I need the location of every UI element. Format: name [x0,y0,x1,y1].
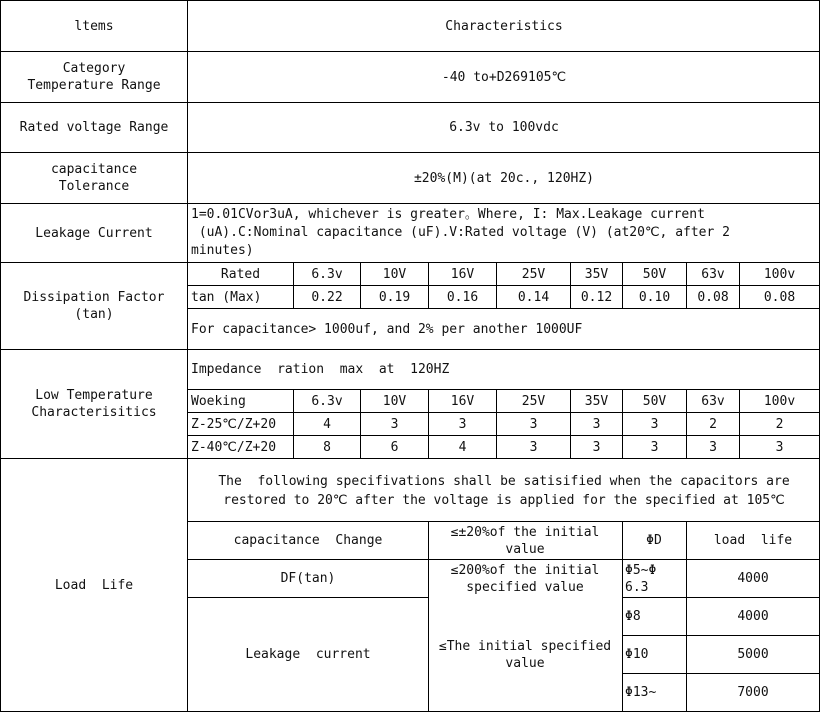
lt-working-label: Woeking [191,393,246,409]
phi-cell: Φ13~ [625,685,657,700]
spec-line: The following specifivations shall be satisified when the capacitors are [218,474,790,489]
phi-line: Φ5~Φ [625,563,657,578]
value-line: value [505,541,545,557]
lt-voltage-cell: 10V [382,393,407,409]
lt-z40-cell: 4 [458,439,467,455]
phi-d-header: ΦD [646,533,662,548]
load-life-spec [188,463,820,519]
phi-cell: Φ8 [625,609,641,624]
df-life-cell: 4000 [737,571,769,586]
phi-line: 6.3 [625,580,649,595]
df-voltage-cell: 35V [584,266,609,282]
lt-z25-cell: 3 [390,416,399,432]
impedance-ratio: Impedance ration max at 120HZ [191,362,450,377]
lt-z40-cell: 3 [592,439,601,455]
life-cell: 4000 [737,609,769,624]
capacitance-tolerance-label [0,153,188,203]
df-tan-label-load: DF(tan) [280,571,336,586]
header-characteristics: Characteristics [445,18,563,34]
capacitance-change-value [428,522,622,559]
capacitance-change-label: capacitance Change [233,533,383,548]
header-items: ltems [74,18,114,34]
df-voltage-cell: 50V [642,266,667,282]
category-temperature-label [0,52,188,102]
lt-voltage-cell: 25V [521,393,546,409]
df-value-cell: 0.22 [311,289,343,305]
phi-cell: Φ10 [625,647,649,662]
df-voltage-cell: 63v [701,266,725,282]
lt-voltage-cell: 63v [701,393,725,409]
df-rated-label: Rated [220,266,261,282]
lt-voltage-cell: 50V [642,393,667,409]
label-line: Low Temperature [35,388,153,403]
leakage-line: (uA).C:Nominal capacitance (uF).V:Rated voltage (V) (at20℃, after 2 [191,225,730,240]
lt-z25-cell: 2 [709,416,717,432]
label-line: Characterisitics [31,405,157,420]
lt-voltage-cell: 100v [763,393,796,409]
lt-z25-label: Z-25℃/Z+20 [191,416,277,432]
df-value-cell: 0.10 [638,289,671,305]
df-voltage-cell: 16V [450,266,475,282]
leakage-line: minutes) [191,243,254,258]
leakage-current-label: Leakage Current [35,225,153,241]
df-value-cell: 0.14 [517,289,550,305]
df-voltage-cell: 10V [382,266,407,282]
df-value-cell: 0.12 [580,289,613,305]
df-value-cell: 0.19 [378,289,411,305]
lt-voltage-cell: 16V [450,393,475,409]
load-life-header: load life [713,533,793,548]
lt-voltage-cell: 6.3v [311,393,343,409]
value-line: ≤The initial specified [438,638,612,654]
lt-z40-cell: 3 [775,439,784,455]
label-line: Category [62,61,126,76]
df-tan-value-load [428,560,622,597]
df-value-cell: 0.08 [763,289,796,305]
leakage-line: 1=0.01CVor3uA, whichever is greater。Where, I: Max.Leakage current [191,207,705,222]
label-line: Tolerance [58,179,130,194]
category-temperature-value: -40 to+D269105℃ [441,69,567,85]
rated-voltage-value: 6.3v to 100vdc [449,120,559,135]
value-line: ≤200%of the initial [450,562,600,578]
leakage-current-load-label: Leakage current [245,647,371,662]
df-voltage-cell: 6.3v [311,266,343,282]
value-line: value [505,655,545,671]
dissipation-factor-label [0,263,188,349]
lt-z25-cell: 4 [323,416,331,432]
label-line: Dissipation Factor [23,290,165,305]
df-phi-cell [622,562,686,597]
lt-z40-cell: 6 [390,439,399,455]
df-voltage-cell: 25V [521,266,546,282]
spec-line: restored to 20℃ after the voltage is applied for the specified at 105℃ [223,493,785,508]
label-line: Temperature Range [27,78,161,93]
lt-z40-cell: 8 [323,439,331,455]
low-temperature-label [0,350,188,458]
lt-z25-cell: 3 [529,416,538,432]
lt-z25-cell: 3 [458,416,467,432]
df-tan-label: tan (Max) [191,289,262,305]
df-voltage-cell: 100v [763,266,796,282]
lt-z25-cell: 3 [650,416,659,432]
value-line: specified value [466,579,584,595]
label-line: (tan) [74,307,114,322]
label-line: capacitance [50,162,138,177]
leakage-current-value [188,206,820,262]
life-cell: 7000 [737,685,769,700]
df-note: For capacitance> 1000uf, and 2% per another 1000UF [191,321,583,337]
lt-z40-cell: 3 [650,439,659,455]
capacitance-tolerance-value: ±20%(M)(at 20c., 120HZ) [413,170,594,186]
value-line: ≤±20%of the initial [450,524,600,540]
rated-voltage-label: Rated voltage Range [19,120,169,135]
lt-z25-cell: 3 [592,416,601,432]
lt-z40-label: Z-40℃/Z+20 [191,439,277,455]
load-life-label: Load Life [54,577,134,593]
lt-z40-cell: 3 [529,439,538,455]
leakage-current-load-value [428,598,622,711]
lt-z25-cell: 2 [775,416,784,432]
life-cell: 5000 [737,647,769,662]
df-value-cell: 0.08 [697,289,729,305]
df-value-cell: 0.16 [446,289,479,305]
lt-z40-cell: 3 [709,439,717,455]
lt-voltage-cell: 35V [584,393,609,409]
